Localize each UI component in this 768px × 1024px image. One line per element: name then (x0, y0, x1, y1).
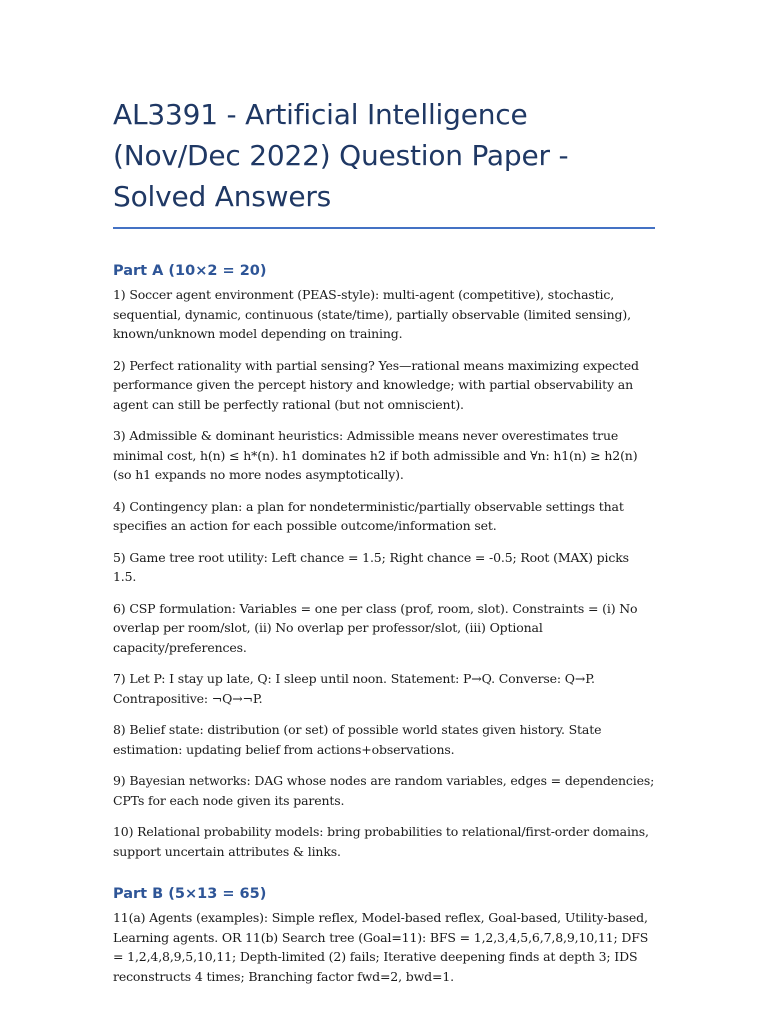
part-b-answers (113, 908, 655, 986)
page-title: AL3391 - Artificial Intelligence (Nov/Dec 2022) Question Paper - Solved Answers (113, 98, 569, 213)
part-b-heading: Part B (5×13 = 65) (113, 886, 267, 902)
answer-3: 3) Admissible & dominant heuristics: Admissible means never overestimates true minimal cost, h(n) ≤ h*(n). h1 dominates h2 if both admissible and ∀n: h1(n) ≥ h2(n) (so h1 expands no more nodes asymptotically). (113, 428, 638, 482)
answer-4: 4) Contingency plan: a plan for nondeterministic/partially observable settings that specifies an action for each possible outcome/information set. (113, 498, 624, 533)
title-divider (113, 227, 655, 229)
answer-10: 10) Relational probability models: bring probabilities to relational/first-order domains, support uncertain attributes & links. (113, 824, 649, 859)
document-page (113, 0, 655, 986)
answer-1: 1) Soccer agent environment (PEAS-style): multi-agent (competitive), stochastic, sequential, dynamic, continuous (state/time), partially observable (limited sensing), known/unknown model depending on training. (113, 287, 631, 341)
answer-9: 9) Bayesian networks: DAG whose nodes are random variables, edges = dependencies; CPTs for each node given its parents. (113, 773, 655, 808)
answer-5: 5) Game tree root utility: Left chance = 1.5; Right chance = -0.5; Root (MAX) picks 1.5. (113, 549, 629, 584)
answer-2: 2) Perfect rationality with partial sensing? Yes—rational means maximizing expected performance given the percept history and knowledge; with partial observability an agent can still be perfectly rational (but not omniscient). (113, 357, 639, 412)
answer-8: 8) Belief state: distribution (or set) of possible world states given history. State estimation: updating belief from actions+observations. (113, 722, 602, 757)
answer-7: 7) Let P: I stay up late, Q: I sleep until noon. Statement: P→Q. Converse: Q→P. Contrapositive: ¬Q→¬P. (113, 671, 595, 706)
part-a-answers (113, 285, 655, 861)
part-a-heading: Part A (10×2 = 20) (113, 263, 267, 279)
answer-6: 6) CSP formulation: Variables = one per class (prof, room, slot). Constraints = (i) No overlap per room/slot, (ii) No overlap per professor/slot, (iii) Optional capacity/preferences. (113, 600, 638, 655)
answer-11: 11(a) Agents (examples): Simple reflex, Model-based reflex, Goal-based, Utility-based, Learning agents. OR 11(b) Search tree (Goal=11): BFS = 1,2,3,4,5,6,7,8,9,10,11; DFS = 1,2,4,8,9,5,10,11; Depth-limited (2) fails; Iterative deepening finds at depth 3; IDS reconstructs 4 times; Branching factor fwd=2, bwd=1. (113, 910, 649, 984)
